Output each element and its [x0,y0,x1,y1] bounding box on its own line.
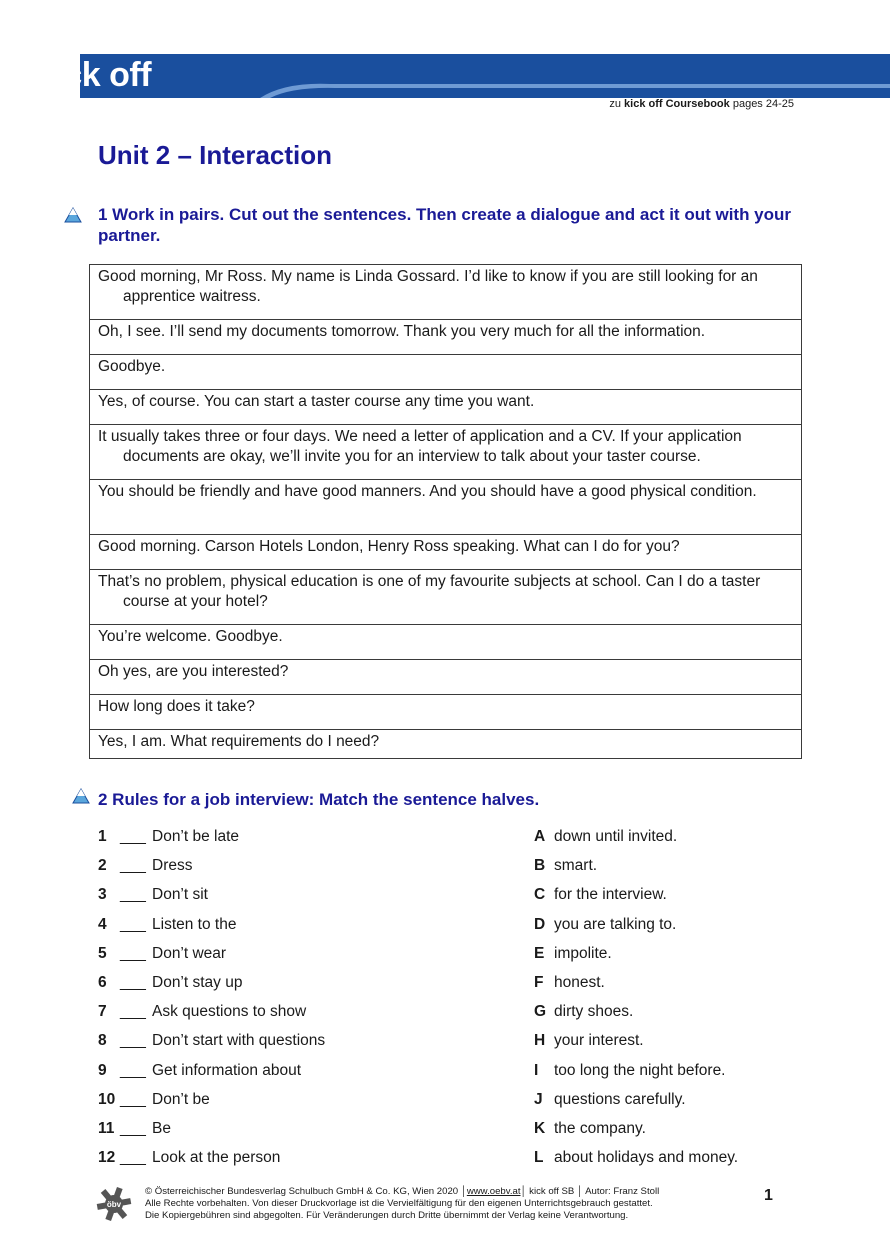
sentence-start: Don’t start with questions [152,1032,326,1050]
sentence-end: you are talking to. [554,915,677,933]
sentence-start: Be [152,1120,171,1137]
dialogue-table [89,264,802,759]
match-left-item [98,1061,301,1081]
oebv-logo-icon [96,1186,132,1222]
sentence-end: about holidays and money. [554,1149,739,1167]
table-row [90,570,802,625]
sentence-end: down until invited. [554,828,678,845]
item-letter: C [534,886,546,904]
footer-line-1 [145,1186,745,1198]
answer-blank[interactable]: ___ [120,974,146,991]
item-letter: H [534,1032,546,1050]
item-letter: F [534,974,544,991]
dialogue-line: Yes, of course. You can start a taster course any time you want. [98,393,535,410]
item-number: 3 [98,886,107,904]
answer-blank[interactable]: ___ [120,1032,146,1050]
item-letter: K [534,1120,546,1137]
match-right-item [534,944,612,964]
dialogue-line: You should be friendly and have good manners. And you should have a good physical condition. [98,483,757,500]
item-number: 6 [98,974,107,991]
dialogue-line: How long does it take? [98,698,255,715]
match-left-item [98,1119,171,1139]
sentence-start: Don’t stay up [152,974,243,991]
match-left-item [98,885,208,905]
item-number: 5 [98,944,107,962]
dialogue-line: You’re welcome. Goodbye. [98,628,283,645]
match-right-item [534,1119,646,1139]
sentence-start: Get information about [152,1061,302,1079]
dialogue-line: Oh, I see. I’ll send my documents tomorrow. Thank you very much for all the information. [98,323,706,340]
sentence-start: Listen to the [152,915,237,933]
footer-publisher: © Österreichischer Bundesverlag Schulbuch GmbH & Co. KG, Wien 2020 │ [145,1186,467,1197]
sentence-start: Don’t sit [152,886,208,904]
sentence-end: honest. [554,974,605,991]
match-left-item [98,1148,280,1168]
match-left-item [98,856,192,876]
footer-logo-text: öbv [106,1200,122,1209]
table-row [90,695,802,730]
match-right-item [534,973,605,993]
match-right-item [534,1002,633,1022]
item-number: 12 [98,1149,116,1167]
answer-blank[interactable]: ___ [120,1061,146,1079]
dialogue-line: Good morning. Carson Hotels London, Henry Ross speaking. What can I do for you? [98,538,680,555]
table-row [90,480,802,535]
table-row [90,660,802,695]
page-title: Unit 2 – Interaction [98,140,333,170]
item-number: 8 [98,1032,107,1050]
footer-book-author: │ kick off SB │ Autor: Franz Stoll [520,1186,660,1197]
item-letter: B [534,857,546,875]
match-left-item [98,973,242,993]
footer-line-3: Die Kopiergebühren sind abgegolten. Für Veränderungen durch Dritte übernimmt der Verlag keine Verantwortung. [145,1209,629,1221]
answer-blank[interactable]: ___ [120,1149,146,1167]
ref-suffix: pages 24-25 [729,98,794,110]
match-right-item [534,1061,726,1081]
dialogue-line: That’s no problem, physical education is one of my favourite subjects at school. Can I do a taster course at your hotel? [98,573,761,610]
answer-blank[interactable]: ___ [120,1120,146,1137]
sentence-start: Ask questions to show [152,1003,307,1021]
sentence-end: impolite. [554,944,612,962]
ref-prefix: zu [609,98,625,110]
match-right-item [534,827,677,847]
item-letter: L [534,1149,544,1167]
match-right-item [534,1031,644,1051]
match-right-item [534,915,676,935]
match-right-item [534,885,667,905]
table-row [90,625,802,660]
answer-blank[interactable]: ___ [120,1090,146,1108]
sentence-end: too long the night before. [554,1061,726,1079]
item-number: 1 [98,828,107,845]
header-banner [80,54,890,98]
sentence-end: for the interview. [554,886,667,904]
sentence-start: Don’t be [152,1090,210,1108]
table-row [90,535,802,570]
item-number: 10 [98,1090,116,1108]
sentence-end: smart. [554,857,598,875]
kick-off-logo: kick off [36,56,152,94]
answer-blank[interactable]: ___ [120,915,146,933]
item-number: 2 [98,857,107,875]
answer-blank[interactable]: ___ [120,886,146,904]
footer-line-2: Alle Rechte vorbehalten. Von dieser Druckvorlage ist die Vervielfältigung für den eigenen Unterrichtsgebrauch gestattet. [145,1197,653,1209]
footer-copyright [145,1186,745,1221]
dialogue-line: Good morning, Mr Ross. My name is Linda Gossard. I’d like to know if you are still looking for an apprentice waitress. [98,268,758,305]
match-left-item [98,1002,306,1022]
task2-heading: 2 Rules for a job interview: Match the sentence halves. [98,790,540,809]
match-right-item [534,1090,686,1110]
sentence-start: Look at the person [152,1149,281,1167]
sentence-start: Don’t be late [152,828,240,845]
match-left-item [98,1090,210,1110]
answer-blank[interactable]: ___ [120,1003,146,1021]
task1-heading: 1 Work in pairs. Cut out the sentences. Then create a dialogue and act it out with your partner. [98,205,792,245]
match-left-item [98,827,239,847]
ref-book: kick off Coursebook [624,98,730,110]
match-right-item [534,1148,738,1168]
table-row [90,730,802,759]
sentence-end: questions carefully. [554,1090,686,1108]
item-letter: G [534,1003,547,1021]
dialogue-line: Goodbye. [98,358,166,375]
table-row [90,390,802,425]
table-row [90,355,802,390]
item-letter: A [534,828,546,845]
sentence-end: the company. [554,1120,646,1137]
pyramid-icon [72,788,90,804]
match-left-item [98,944,226,964]
item-number: 7 [98,1003,107,1021]
item-number: 9 [98,1061,107,1079]
dialogue-line: Yes, I am. What requirements do I need? [98,733,380,750]
sentence-start: Don’t wear [152,944,227,962]
match-left-item [98,915,236,935]
publisher-link[interactable]: www.oebv.at [466,1186,521,1197]
item-letter: J [534,1090,543,1108]
page-number: 1 [764,1187,773,1204]
item-number: 4 [98,915,107,933]
answer-blank[interactable]: ___ [120,857,146,875]
item-letter: I [534,1061,539,1079]
sentence-end: dirty shoes. [554,1003,634,1021]
item-letter: D [534,915,546,933]
item-number: 11 [98,1120,115,1137]
dialogue-line: Oh yes, are you interested? [98,663,289,680]
item-letter: E [534,944,545,962]
sentence-end: your interest. [554,1032,644,1050]
table-row [90,320,802,355]
answer-blank[interactable]: ___ [120,828,146,845]
coursebook-reference [609,98,794,110]
dialogue-line: It usually takes three or four days. We need a letter of application and a CV. If your application documents are okay, we’ll invite you for an interview to talk about your taster course. [98,428,742,465]
match-left-item [98,1031,325,1051]
answer-blank[interactable]: ___ [120,944,146,962]
table-row [90,425,802,480]
table-row [90,265,802,320]
sentence-start: Dress [152,857,193,875]
pyramid-icon [64,207,82,223]
match-right-item [534,856,597,876]
